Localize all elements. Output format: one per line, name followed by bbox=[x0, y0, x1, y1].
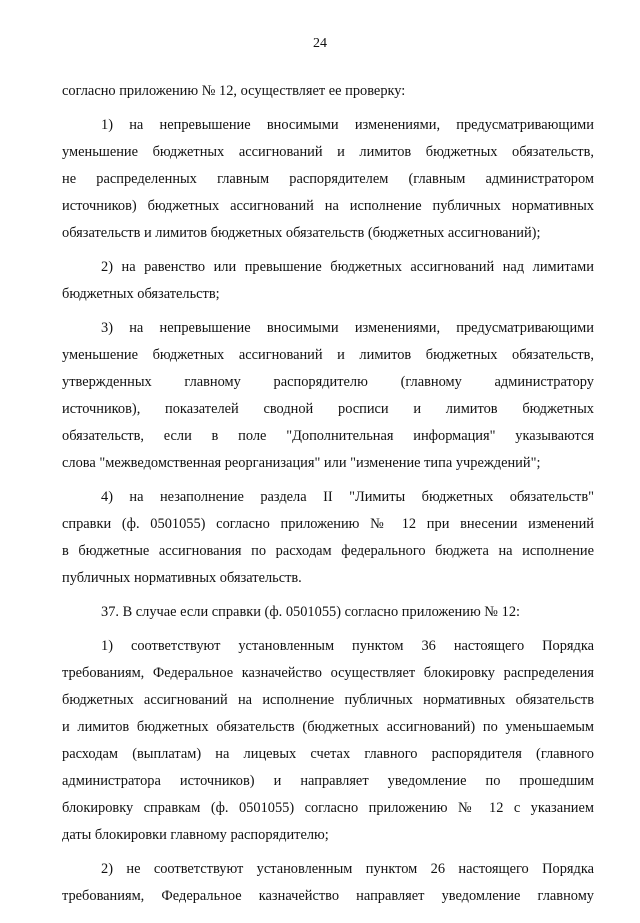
text-line: 1) соответствуют установленным пунктом 36 настоящего Порядка bbox=[101, 638, 594, 654]
document-body bbox=[62, 78, 594, 910]
paragraph-gap bbox=[62, 105, 594, 112]
text-line: источников), показателей сводной росписи и лимитов бюджетных bbox=[62, 401, 594, 417]
text-line: бюджетных ассигнований на исполнение публичных нормативных обязательств bbox=[62, 692, 594, 708]
paragraph-gap bbox=[62, 849, 594, 856]
text-line: в бюджетные ассигнования по расходам федерального бюджета на исполнение bbox=[62, 543, 594, 559]
text-line: справки (ф. 0501055) согласно приложению № 12 при внесении изменений bbox=[62, 516, 594, 532]
text-line: 37. В случае если справки (ф. 0501055) согласно приложению № 12: bbox=[101, 604, 521, 620]
text-line: расходам (выплатам) на лицевых счетах главного распорядителя (главного bbox=[62, 746, 594, 762]
text-line: 3) на непревышение вносимыми изменениями, предусматривающими bbox=[101, 320, 594, 336]
text-line: обязательств, если в поле "Дополнительная информация" указываются bbox=[62, 428, 594, 444]
paragraph-gap bbox=[62, 626, 594, 633]
text-line: блокировку справкам (ф. 0501055) согласно приложению № 12 с указанием bbox=[62, 800, 594, 816]
text-line: уменьшение бюджетных ассигнований и лимитов бюджетных обязательств, bbox=[62, 144, 594, 160]
text-line: даты блокировки главному распорядителю; bbox=[62, 827, 329, 843]
text-line: и лимитов бюджетных обязательств (бюджетных ассигнований) по уменьшаемым bbox=[62, 719, 594, 735]
text-line: обязательств и лимитов бюджетных обязательств (бюджетных ассигнований); bbox=[62, 225, 541, 241]
text-line: утвержденных главному распорядителю (главному администратору bbox=[62, 374, 594, 390]
paragraph-gap bbox=[62, 308, 594, 315]
text-line: публичных нормативных обязательств. bbox=[62, 570, 302, 586]
text-line: не распределенных главным распорядителем (главным администратором bbox=[62, 171, 594, 187]
text-line: согласно приложению № 12, осуществляет ее проверку: bbox=[62, 83, 406, 99]
text-line: требованиям, Федеральное казначейство направляет уведомление главному bbox=[62, 888, 594, 904]
text-line: 4) на незаполнение раздела II "Лимиты бюджетных обязательств" bbox=[101, 489, 594, 505]
page-number: 24 bbox=[313, 36, 327, 51]
text-line: 2) на равенство или превышение бюджетных ассигнований над лимитами bbox=[101, 259, 594, 275]
paragraph-gap bbox=[62, 247, 594, 254]
paragraph-gap bbox=[62, 477, 594, 484]
text-line: бюджетных обязательств; bbox=[62, 286, 220, 302]
text-line: источников) бюджетных ассигнований на исполнение публичных нормативных bbox=[62, 198, 594, 214]
text-line: 2) не соответствуют установленным пунктом 26 настоящего Порядка bbox=[101, 861, 594, 877]
text-line: 1) на непревышение вносимыми изменениями, предусматривающими bbox=[101, 117, 594, 133]
text-line: слова "межведомственная реорганизация" или "изменение типа учреждений"; bbox=[62, 455, 541, 471]
text-line: администратора источников) и направляет уведомление по прошедшим bbox=[62, 773, 594, 789]
text-line: требованиям, Федеральное казначейство осуществляет блокировку распределения bbox=[62, 665, 594, 681]
text-line: уменьшение бюджетных ассигнований и лимитов бюджетных обязательств, bbox=[62, 347, 594, 363]
paragraph-gap bbox=[62, 592, 594, 599]
